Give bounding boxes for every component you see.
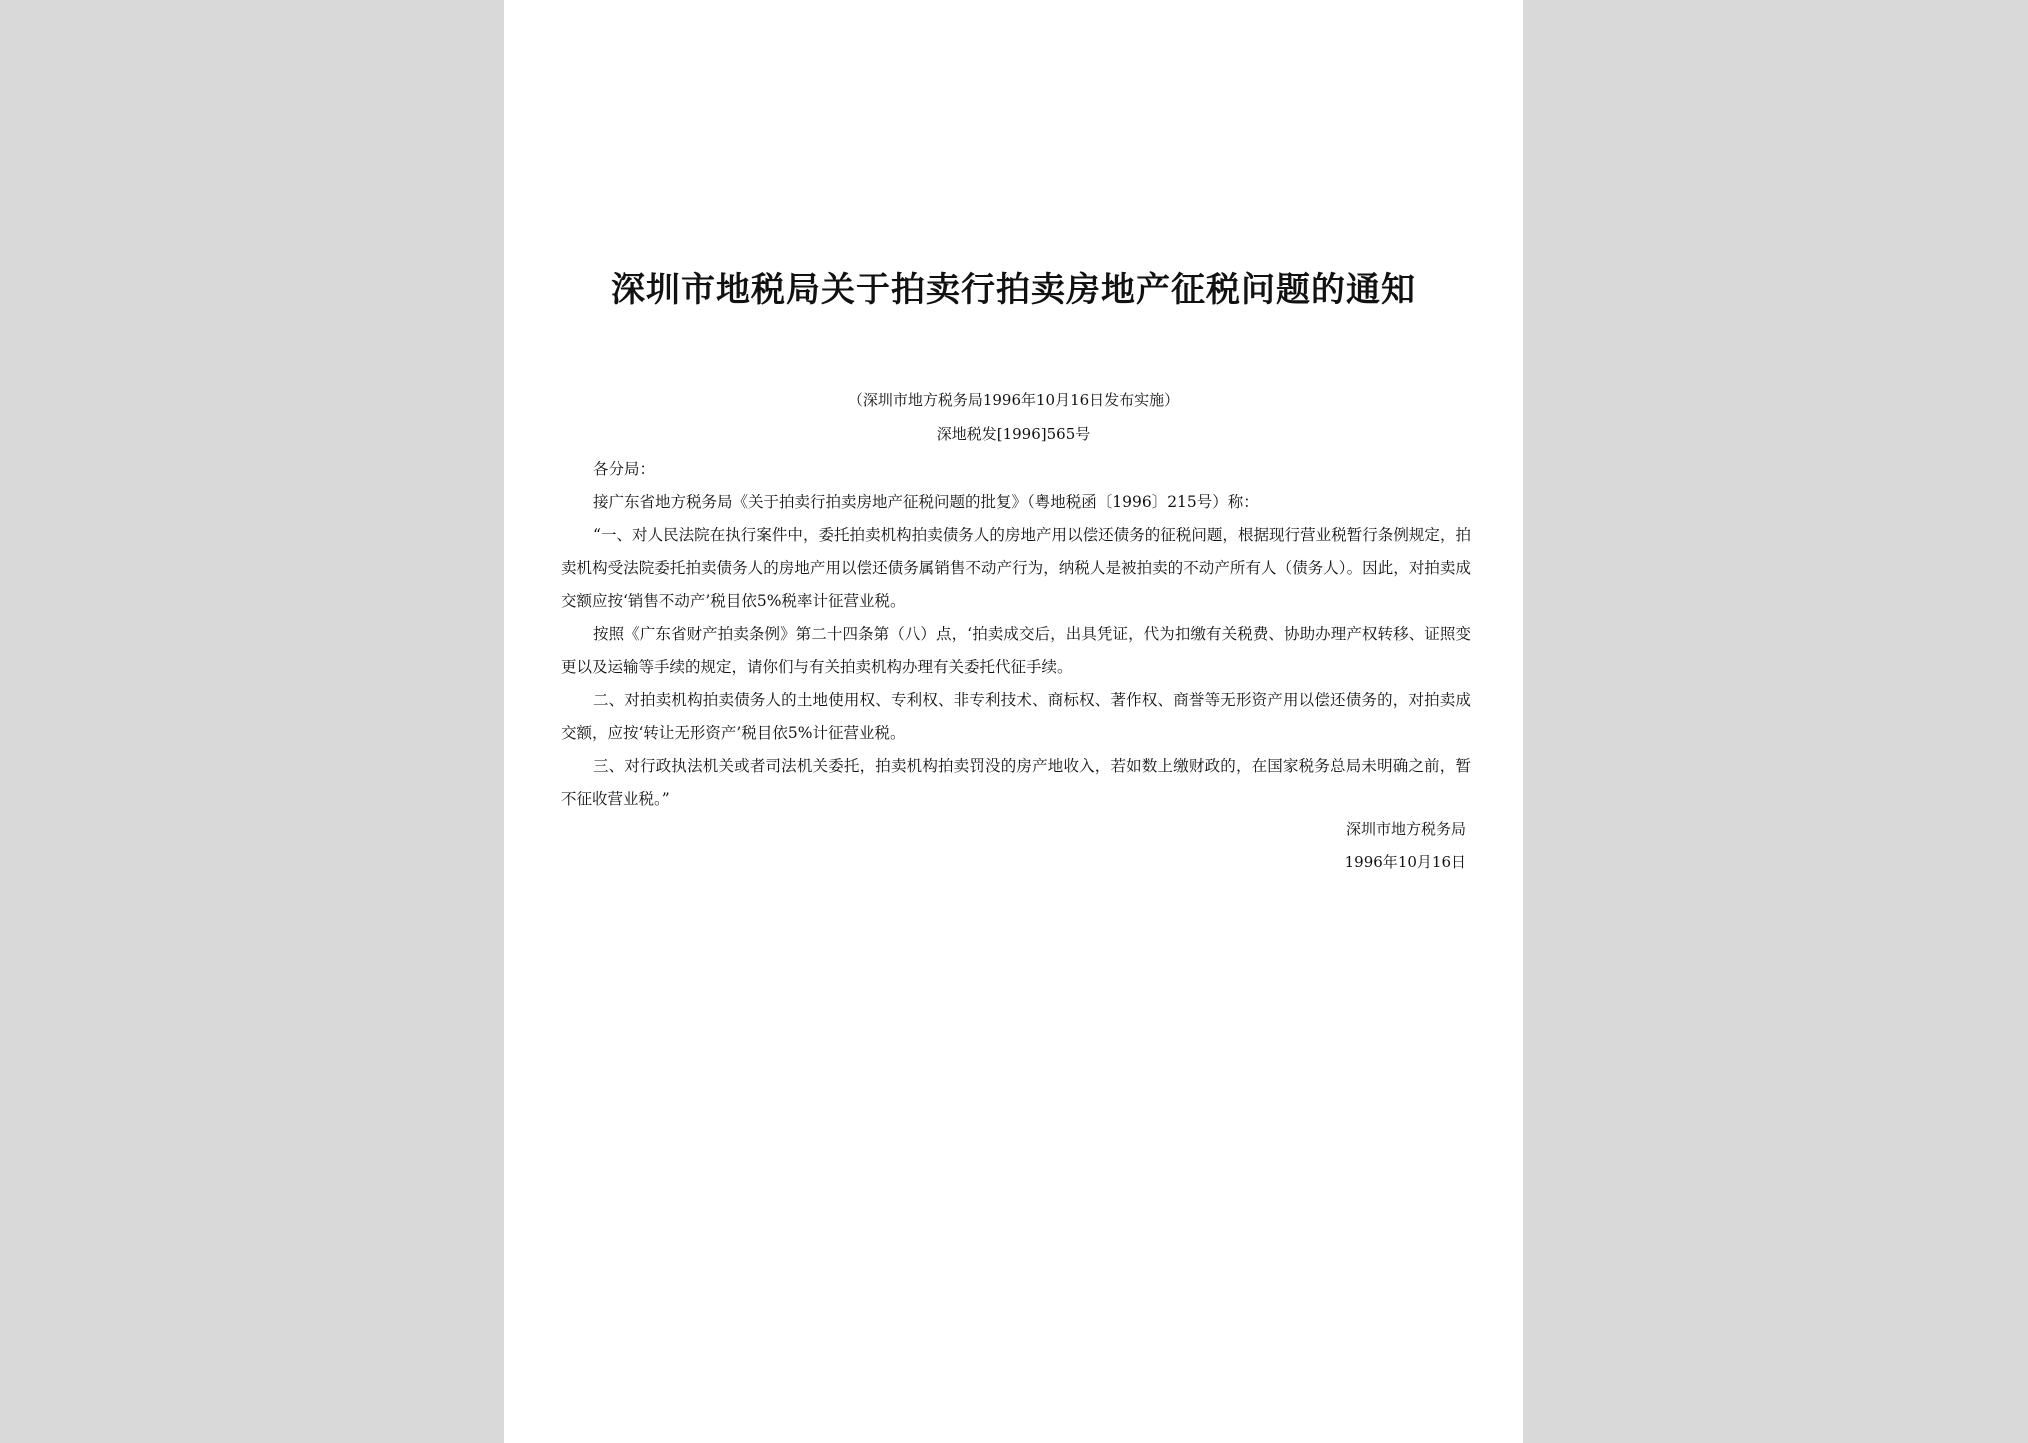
body-paragraph: 按照《广东省财产拍卖条例》第二十四条第（八）点，‘拍卖成交后，出具凭证，代为扣缴有关税费、协助办理产权转移、证照变更以及运输等手续的规定，请你们与有关拍卖机构办理有关委托代征手续。 xyxy=(561,625,1471,676)
body-paragraph: 二、对拍卖机构拍卖债务人的土地使用权、专利权、非专利技术、商标权、著作权、商誉等无形资产用以偿还债务的，对拍卖成交额，应按‘转让无形资产’税目依5%计征营业税。 xyxy=(561,691,1471,742)
document-page xyxy=(504,0,1523,1443)
issuer-name: 深圳市地方税务局 xyxy=(1345,820,1466,838)
issue-info: （深圳市地方税务局1996年10月16日发布实施） xyxy=(847,391,1180,409)
body-paragraph: 接广东省地方税务局《关于拍卖行拍卖房地产征税问题的批复》（粤地税函〔1996〕215号）称： xyxy=(593,493,1259,511)
document-number: 深地税发[1996]565号 xyxy=(936,425,1091,443)
document-title: 深圳市地税局关于拍卖行拍卖房地产征税问题的通知 xyxy=(611,270,1416,310)
issue-date: 1996年10月16日 xyxy=(1344,853,1466,871)
body-paragraph: “一、对人民法院在执行案件中，委托拍卖机构拍卖债务人的房地产用以偿还债务的征税问题，根据现行营业税暂行条例规定，拍卖机构受法院委托拍卖债务人的房地产用以偿还债务属销售不动产行为，纳税人是被拍卖的不动产所有人（债务人）。因此，对拍卖成交额应按‘销售不动产’税目依5%税率计征营业税。 xyxy=(561,526,1471,610)
signature-block xyxy=(1345,813,1466,879)
document-body xyxy=(561,453,1471,816)
body-paragraph: 三、对行政执法机关或者司法机关委托，拍卖机构拍卖罚没的房产地收入，若如数上缴财政的，在国家税务总局未明确之前，暂不征收营业税。” xyxy=(561,757,1471,808)
body-paragraph: 各分局： xyxy=(593,460,656,478)
